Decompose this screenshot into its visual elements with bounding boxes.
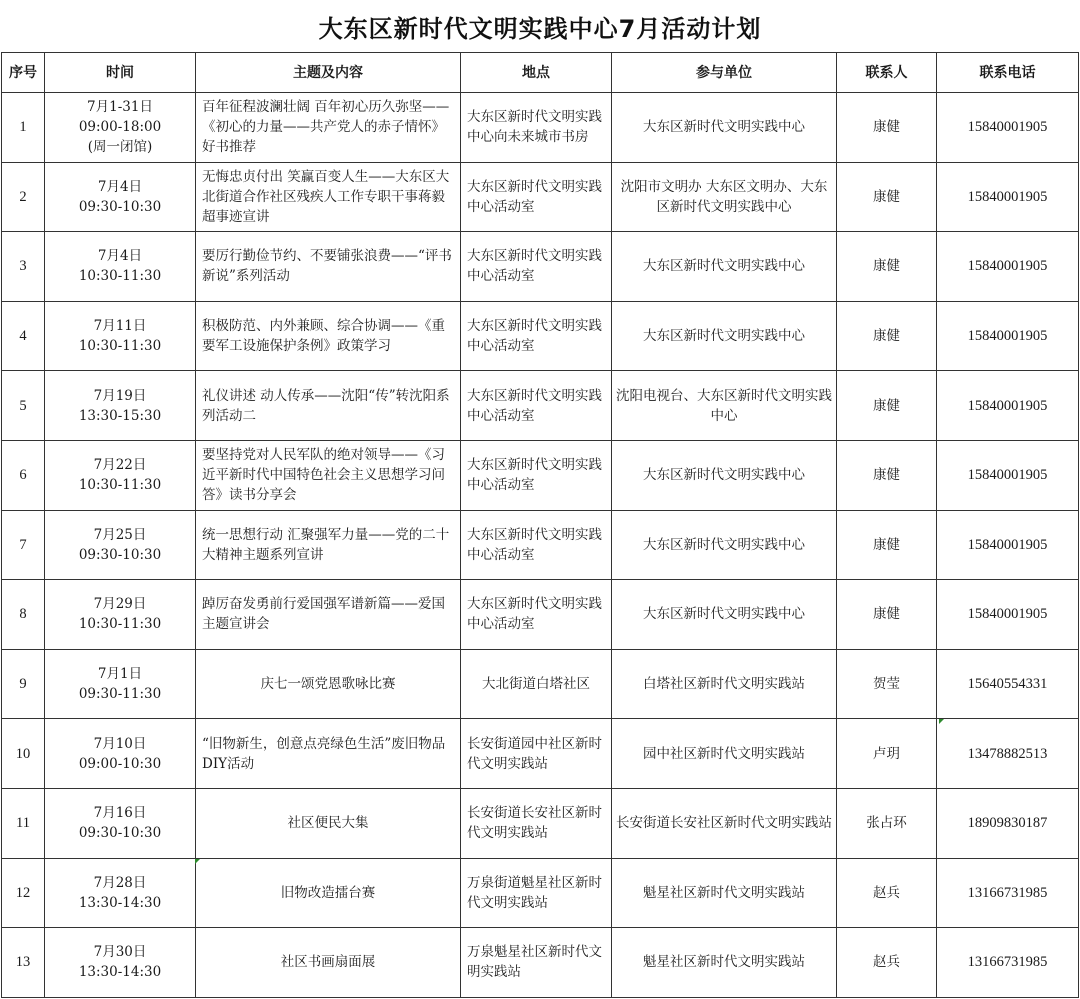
row-phone: 15840001905 [937, 93, 1079, 163]
header-no: 序号 [2, 53, 45, 93]
row-contact: 康健 [837, 440, 937, 510]
row-units: 大东区新时代文明实践中心 [612, 93, 837, 163]
table-row [2, 162, 1079, 232]
row-location: 万泉街道魁星社区新时代文明实践站 [461, 858, 612, 928]
row-location: 大东区新时代文明实践中心活动室 [461, 371, 612, 441]
row-phone: 13478882513 [937, 719, 1079, 789]
row-content: 礼仪讲述 动人传承——沈阳“传”转沈阳系列活动二 [196, 371, 461, 441]
table-row [2, 440, 1079, 510]
row-units: 大东区新时代文明实践中心 [612, 580, 837, 650]
row-phone: 13166731985 [937, 858, 1079, 928]
row-phone: 18909830187 [937, 788, 1079, 858]
time-line: 09:00-10:30 [78, 755, 162, 772]
header-phone: 联系电话 [937, 53, 1079, 93]
row-content: 踔厉奋发勇前行爱国强军谱新篇——爱国主题宣讲会 [196, 580, 461, 650]
row-phone: 15840001905 [937, 440, 1079, 510]
table-row [2, 301, 1079, 371]
row-contact: 贺莹 [837, 649, 937, 719]
time-line: 7月1日 [97, 666, 143, 683]
header-time: 时间 [45, 53, 196, 93]
header-content: 主题及内容 [196, 53, 461, 93]
time-line: 09:00-18:00 [78, 119, 162, 136]
time-line: 7月29日 [93, 596, 147, 613]
row-time [45, 788, 196, 858]
row-time [45, 580, 196, 650]
row-content: “旧物新生，创意点亮绿色生活”废旧物品DIY活动 [196, 719, 461, 789]
time-line: 13:30-15:30 [78, 407, 162, 424]
table-row [2, 580, 1079, 650]
table-body [2, 93, 1079, 998]
time-line: 09:30-10:30 [78, 198, 162, 215]
row-content: 要厉行勤俭节约、不要铺张浪费——“评书新说”系列活动 [196, 232, 461, 302]
row-location: 大东区新时代文明实践中心活动室 [461, 232, 612, 302]
header-location: 地点 [461, 53, 612, 93]
row-number: 13 [2, 928, 45, 998]
row-location: 大北街道白塔社区 [461, 649, 612, 719]
header-units: 参与单位 [612, 53, 837, 93]
row-content: 积极防范、内外兼顾、综合协调——《重要军工设施保护条例》政策学习 [196, 301, 461, 371]
cell-comment-marker [939, 719, 944, 724]
row-location: 长安街道长安社区新时代文明实践站 [461, 788, 612, 858]
row-units: 大东区新时代文明实践中心 [612, 440, 837, 510]
table-row [2, 928, 1079, 998]
row-phone: 13166731985 [937, 928, 1079, 998]
row-location: 大东区新时代文明实践中心活动室 [461, 580, 612, 650]
row-time [45, 232, 196, 302]
row-contact: 康健 [837, 301, 937, 371]
cell-comment-marker [195, 859, 200, 864]
row-contact: 康健 [837, 162, 937, 232]
time-line: 09:30-10:30 [78, 546, 162, 563]
row-content: 庆七一颂党恩歌咏比赛 [196, 649, 461, 719]
time-line: 09:30-10:30 [78, 825, 162, 842]
row-units: 魁星社区新时代文明实践站 [612, 928, 837, 998]
time-line: 7月4日 [97, 178, 143, 195]
row-time [45, 719, 196, 789]
time-line: 10:30-11:30 [78, 616, 162, 633]
row-number: 12 [2, 858, 45, 928]
row-time [45, 858, 196, 928]
row-number: 3 [2, 232, 45, 302]
table-row [2, 858, 1079, 928]
row-number: 9 [2, 649, 45, 719]
row-units: 大东区新时代文明实践中心 [612, 232, 837, 302]
row-time [45, 440, 196, 510]
row-phone: 15840001905 [937, 580, 1079, 650]
time-line: 7月19日 [93, 387, 147, 404]
row-units: 沈阳市文明办 大东区文明办、大东区新时代文明实践中心 [612, 162, 837, 232]
row-units: 园中社区新时代文明实践站 [612, 719, 837, 789]
row-units: 魁星社区新时代文明实践站 [612, 858, 837, 928]
time-line: 10:30-11:30 [78, 338, 162, 355]
time-line: 7月4日 [97, 248, 143, 265]
row-contact: 康健 [837, 93, 937, 163]
time-line: 7月28日 [93, 874, 147, 891]
row-time [45, 371, 196, 441]
row-content: 统一思想行动 汇聚强军力量——党的二十大精神主题系列宣讲 [196, 510, 461, 580]
activity-table [1, 52, 1079, 998]
time-line: 7月10日 [93, 735, 147, 752]
time-line: 7月30日 [93, 944, 147, 961]
row-number: 7 [2, 510, 45, 580]
row-time [45, 301, 196, 371]
row-phone: 15840001905 [937, 510, 1079, 580]
row-location: 大东区新时代文明实践中心活动室 [461, 440, 612, 510]
time-line: 7月25日 [93, 526, 147, 543]
row-units: 长安街道长安社区新时代文明实践站 [612, 788, 837, 858]
row-location: 大东区新时代文明实践中心活动室 [461, 510, 612, 580]
row-number: 4 [2, 301, 45, 371]
row-contact: 康健 [837, 510, 937, 580]
time-line: 7月16日 [93, 805, 147, 822]
row-number: 11 [2, 788, 45, 858]
row-time [45, 93, 196, 163]
row-time [45, 928, 196, 998]
row-time [45, 162, 196, 232]
row-units: 沈阳电视台、大东区新时代文明实践中心 [612, 371, 837, 441]
row-contact: 康健 [837, 580, 937, 650]
time-line: (周一闭馆) [87, 139, 153, 156]
page-title: 大东区新时代文明实践中心7月活动计划 [318, 14, 762, 43]
row-contact: 卢玥 [837, 719, 937, 789]
time-line: 09:30-11:30 [78, 686, 162, 703]
row-content: 社区书画扇面展 [196, 928, 461, 998]
row-phone: 15840001905 [937, 301, 1079, 371]
row-content: 百年征程波澜壮阔 百年初心历久弥坚——《初心的力量——共产党人的赤子情怀》好书推荐 [196, 93, 461, 163]
row-number: 5 [2, 371, 45, 441]
row-units: 白塔社区新时代文明实践站 [612, 649, 837, 719]
row-phone: 15840001905 [937, 232, 1079, 302]
row-content: 无悔忠贞付出 笑赢百变人生——大东区大北街道合作社区残疾人工作专职干事蒋毅超事迹宣讲 [196, 162, 461, 232]
row-phone: 15640554331 [937, 649, 1079, 719]
time-line: 10:30-11:30 [78, 477, 162, 494]
row-number: 2 [2, 162, 45, 232]
time-line: 10:30-11:30 [78, 268, 162, 285]
time-line: 13:30-14:30 [78, 894, 162, 911]
row-location: 长安街道园中社区新时代文明实践站 [461, 719, 612, 789]
row-number: 6 [2, 440, 45, 510]
time-line: 7月22日 [93, 457, 147, 474]
table-row [2, 93, 1079, 163]
row-location: 大东区新时代文明实践中心活动室 [461, 301, 612, 371]
row-contact: 张占环 [837, 788, 937, 858]
row-location: 大东区新时代文明实践中心向未来城市书房 [461, 93, 612, 163]
row-contact: 康健 [837, 371, 937, 441]
row-units: 大东区新时代文明实践中心 [612, 301, 837, 371]
table-row [2, 371, 1079, 441]
row-location: 大东区新时代文明实践中心活动室 [461, 162, 612, 232]
row-content: 旧物改造擂台赛 [196, 858, 461, 928]
row-time [45, 649, 196, 719]
row-contact: 康健 [837, 232, 937, 302]
table-row [2, 719, 1079, 789]
row-number: 10 [2, 719, 45, 789]
time-line: 7月1-31日 [87, 99, 153, 116]
row-contact: 赵兵 [837, 858, 937, 928]
row-number: 8 [2, 580, 45, 650]
row-content: 社区便民大集 [196, 788, 461, 858]
table-row [2, 788, 1079, 858]
row-location: 万泉魁星社区新时代文明实践站 [461, 928, 612, 998]
time-line: 7月11日 [93, 318, 147, 335]
header-row [2, 53, 1079, 93]
row-phone: 15840001905 [937, 371, 1079, 441]
table-row [2, 510, 1079, 580]
row-phone: 15840001905 [937, 162, 1079, 232]
table-row [2, 649, 1079, 719]
row-contact: 赵兵 [837, 928, 937, 998]
table-row [2, 232, 1079, 302]
row-time [45, 510, 196, 580]
row-units: 大东区新时代文明实践中心 [612, 510, 837, 580]
row-number: 1 [2, 93, 45, 163]
row-content: 要坚持党对人民军队的绝对领导——《习近平新时代中国特色社会主义思想学习问答》读书分享会 [196, 440, 461, 510]
header-contact: 联系人 [837, 53, 937, 93]
time-line: 13:30-14:30 [78, 964, 162, 981]
